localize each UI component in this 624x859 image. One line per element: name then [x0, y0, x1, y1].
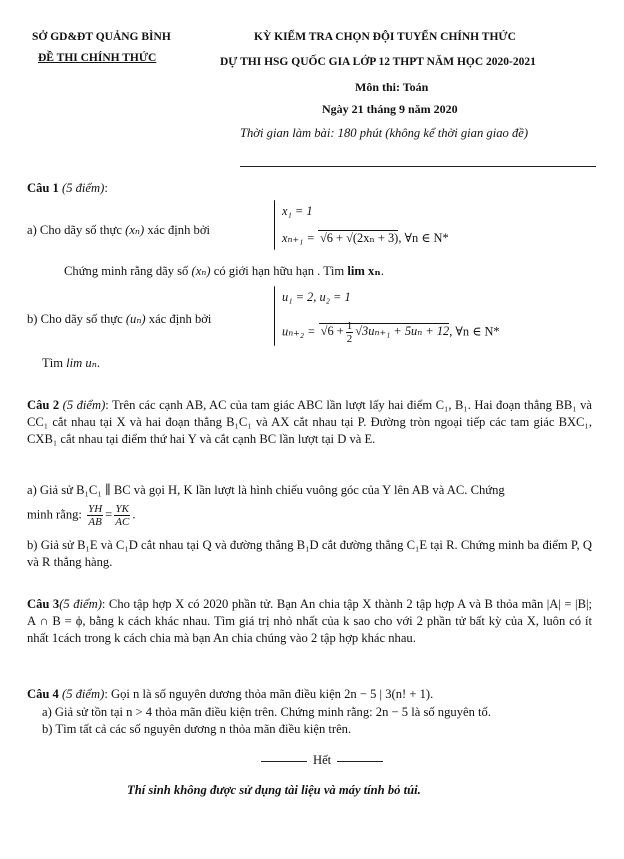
- q1b-end: .: [96, 356, 100, 370]
- q1a-line2: [282, 230, 449, 246]
- exam-title-line2: DỰ THI HSG QUỐC GIA LỚP 12 THPT NĂM HỌC 2020-2021: [220, 56, 536, 68]
- q4a-text: a) Giả sử tồn tại n > 4 thỏa mãn điều kiện trên. Chứng minh rằng: 2n − 5 là số nguyên tố.: [42, 705, 491, 719]
- q2a-prove-text: minh rằng:: [27, 507, 82, 522]
- question-2-intro: [27, 397, 592, 448]
- exam-subject: Môn thi: Toán: [355, 80, 429, 94]
- question-3-points: (5 điểm): [59, 597, 102, 611]
- question-2-points: (5 điểm): [62, 398, 106, 412]
- q1b-inner-sqrt-content: 3uₙ₊₁ + 5uₙ + 12: [362, 324, 450, 339]
- q1a-sqrt: √6 + √(2xₙ + 3): [319, 231, 399, 245]
- question-4-intro: [27, 686, 433, 703]
- q2a-fraction-1: [87, 503, 103, 528]
- q1b-intro: [27, 311, 211, 328]
- q1a-prefix: a) Cho dãy số thực: [27, 223, 122, 237]
- q1b-system-brace: [274, 286, 275, 346]
- q2a-fraction-2: [114, 503, 130, 528]
- q1a-suffix: xác định bởi: [147, 223, 210, 237]
- q1a-line2-lhs: xₙ₊₁ =: [282, 231, 315, 245]
- q1b-fraction: [346, 320, 354, 345]
- exam-title-line1: KỲ KIỂM TRA CHỌN ĐỘI TUYỂN CHÍNH THỨC: [254, 31, 516, 43]
- q1a-end: .: [380, 264, 384, 278]
- q1a-line2-tail: , ∀n ∈ N*: [398, 231, 449, 245]
- question-3: [27, 596, 592, 647]
- q1b-outer-sqrt: √6 + $\frac{1}{2}$ √3uₙ₊₁ + 5uₙ + 12: [320, 320, 450, 345]
- q1b-sqrt-head: 6 +: [327, 324, 344, 339]
- question-4-points: (5 điểm): [62, 687, 105, 701]
- question-3-text: : Cho tập hợp X có 2020 phần tử. Bạn An chia tập X thành 2 tập hợp A và B thỏa mãn |A| = |B|; A ∩ B = ϕ, bằng k cách khác nhau. Tìm giá trị nhỏ nhất của k sao cho với 2 phần tử bất kỳ của X, luôn có ít nhất 1cách trong k cách chia mà bạn An chia chúng vào 2 tập hợp khác nhau.: [27, 597, 592, 645]
- department-name: SỞ GD&ĐT QUẢNG BÌNH: [32, 31, 171, 43]
- q1b-suffix: xác định bởi: [148, 312, 212, 326]
- question-3-title: Câu 3: [27, 597, 60, 611]
- question-1-title: Câu 1: [27, 181, 59, 195]
- q4b-text: b) Tìm tất cả các số nguyên dương n thỏa mãn điều kiện trên.: [42, 722, 352, 736]
- q1b-find: [42, 355, 100, 372]
- end-line-right: [337, 761, 383, 762]
- q1b-sequence: (uₙ): [125, 312, 146, 326]
- q2b-text: b) Giả sử B₁E và C₁D cắt nhau tại Q và đường thẳng B₁D cắt đường thẳng C₁E tại R. Chứng minh ba điểm P, Q và R thẳng hàng.: [27, 538, 592, 569]
- q1a-prove-tail: có giới hạn hữu hạn . Tìm: [213, 264, 345, 278]
- q1a-prove: [64, 263, 384, 280]
- q2a-prove: [27, 503, 135, 528]
- question-1-heading: [27, 180, 108, 197]
- q1a-limit: lim xₙ: [347, 264, 381, 278]
- q2a-text: a) Giả sử B₁C₁ ∥ BC và gọi H, K lần lượt là hình chiếu vuông góc của Y lên AB và AC. Chứng: [27, 483, 505, 497]
- q2a-den1: AB: [88, 516, 102, 528]
- q2a-equals: =: [105, 507, 113, 522]
- exam-date: Ngày 21 tháng 9 năm 2020: [322, 102, 458, 116]
- header-divider: [240, 166, 596, 167]
- q1b-find-text: Tìm: [42, 356, 63, 370]
- q1b-line2: [282, 320, 500, 345]
- q1b-limit: lim uₙ: [66, 356, 97, 370]
- exam-duration: Thời gian làm bài: 180 phút (không kể thời gian giao đề): [240, 126, 529, 140]
- official-exam-label: ĐỀ THI CHÍNH THỨC: [38, 52, 157, 64]
- question-1-points: (5 điểm): [62, 181, 105, 195]
- q1b-frac-den: 2: [346, 333, 353, 345]
- question-1-colon: :: [104, 181, 108, 195]
- q2a-end: .: [132, 507, 136, 522]
- q1a-prove-seq: (xₙ): [191, 264, 211, 278]
- question-4-title: Câu 4: [27, 687, 59, 701]
- q2a-num2: YK: [115, 503, 130, 515]
- q2a-num1: YH: [88, 503, 103, 515]
- q1a-prove-text: Chứng minh rằng dãy số: [64, 264, 189, 278]
- question-2-text: : Trên các cạnh AB, AC của tam giác ABC lần lượt lấy hai điểm C₁, B₁. Hai đoạn thẳng BB₁ và CC₁ cắt nhau tại X và hai đoạn thẳng B₁C₁ và AX cắt nhau tại P. Đường tròn ngoại tiếp các tam giác BXC₁, CXB₁ cắt nhau tại điểm thứ hai Y và cắt cạnh BC lần lượt tại D và E.: [27, 398, 593, 446]
- q1b-line2-tail: , ∀n ∈ N*: [449, 324, 500, 339]
- q2a-den2: AC: [115, 516, 130, 528]
- question-4-text: : Gọi n là số nguyên dương thỏa mãn điều kiện 2n − 5 | 3(n! + 1).: [104, 687, 434, 701]
- end-text: Hết: [313, 753, 332, 767]
- q1a-sqrt-content: 6 + √(2xₙ + 3): [326, 231, 399, 245]
- q1b-line2-lhs: uₙ₊₂ =: [282, 324, 316, 339]
- q1a-system-brace: [274, 200, 275, 250]
- end-marker: [255, 752, 389, 769]
- q1b-inner-sqrt: √3uₙ₊₁ + 5uₙ + 12: [355, 324, 450, 339]
- q1b-line1: u₁ = 2, u₂ = 1: [282, 290, 351, 304]
- q1a-sequence: (xₙ): [125, 223, 145, 237]
- q1a-intro: [27, 222, 210, 239]
- q1b-frac-num: 1: [346, 320, 353, 332]
- question-2-title: Câu 2: [27, 398, 60, 412]
- q1b-prefix: b) Cho dãy số thực: [27, 312, 123, 326]
- q1a-line1: x₁ = 1: [282, 204, 313, 218]
- end-line-left: [261, 761, 307, 762]
- footer-note: Thí sinh không được sử dụng tài liệu và máy tính bỏ túi.: [127, 783, 421, 797]
